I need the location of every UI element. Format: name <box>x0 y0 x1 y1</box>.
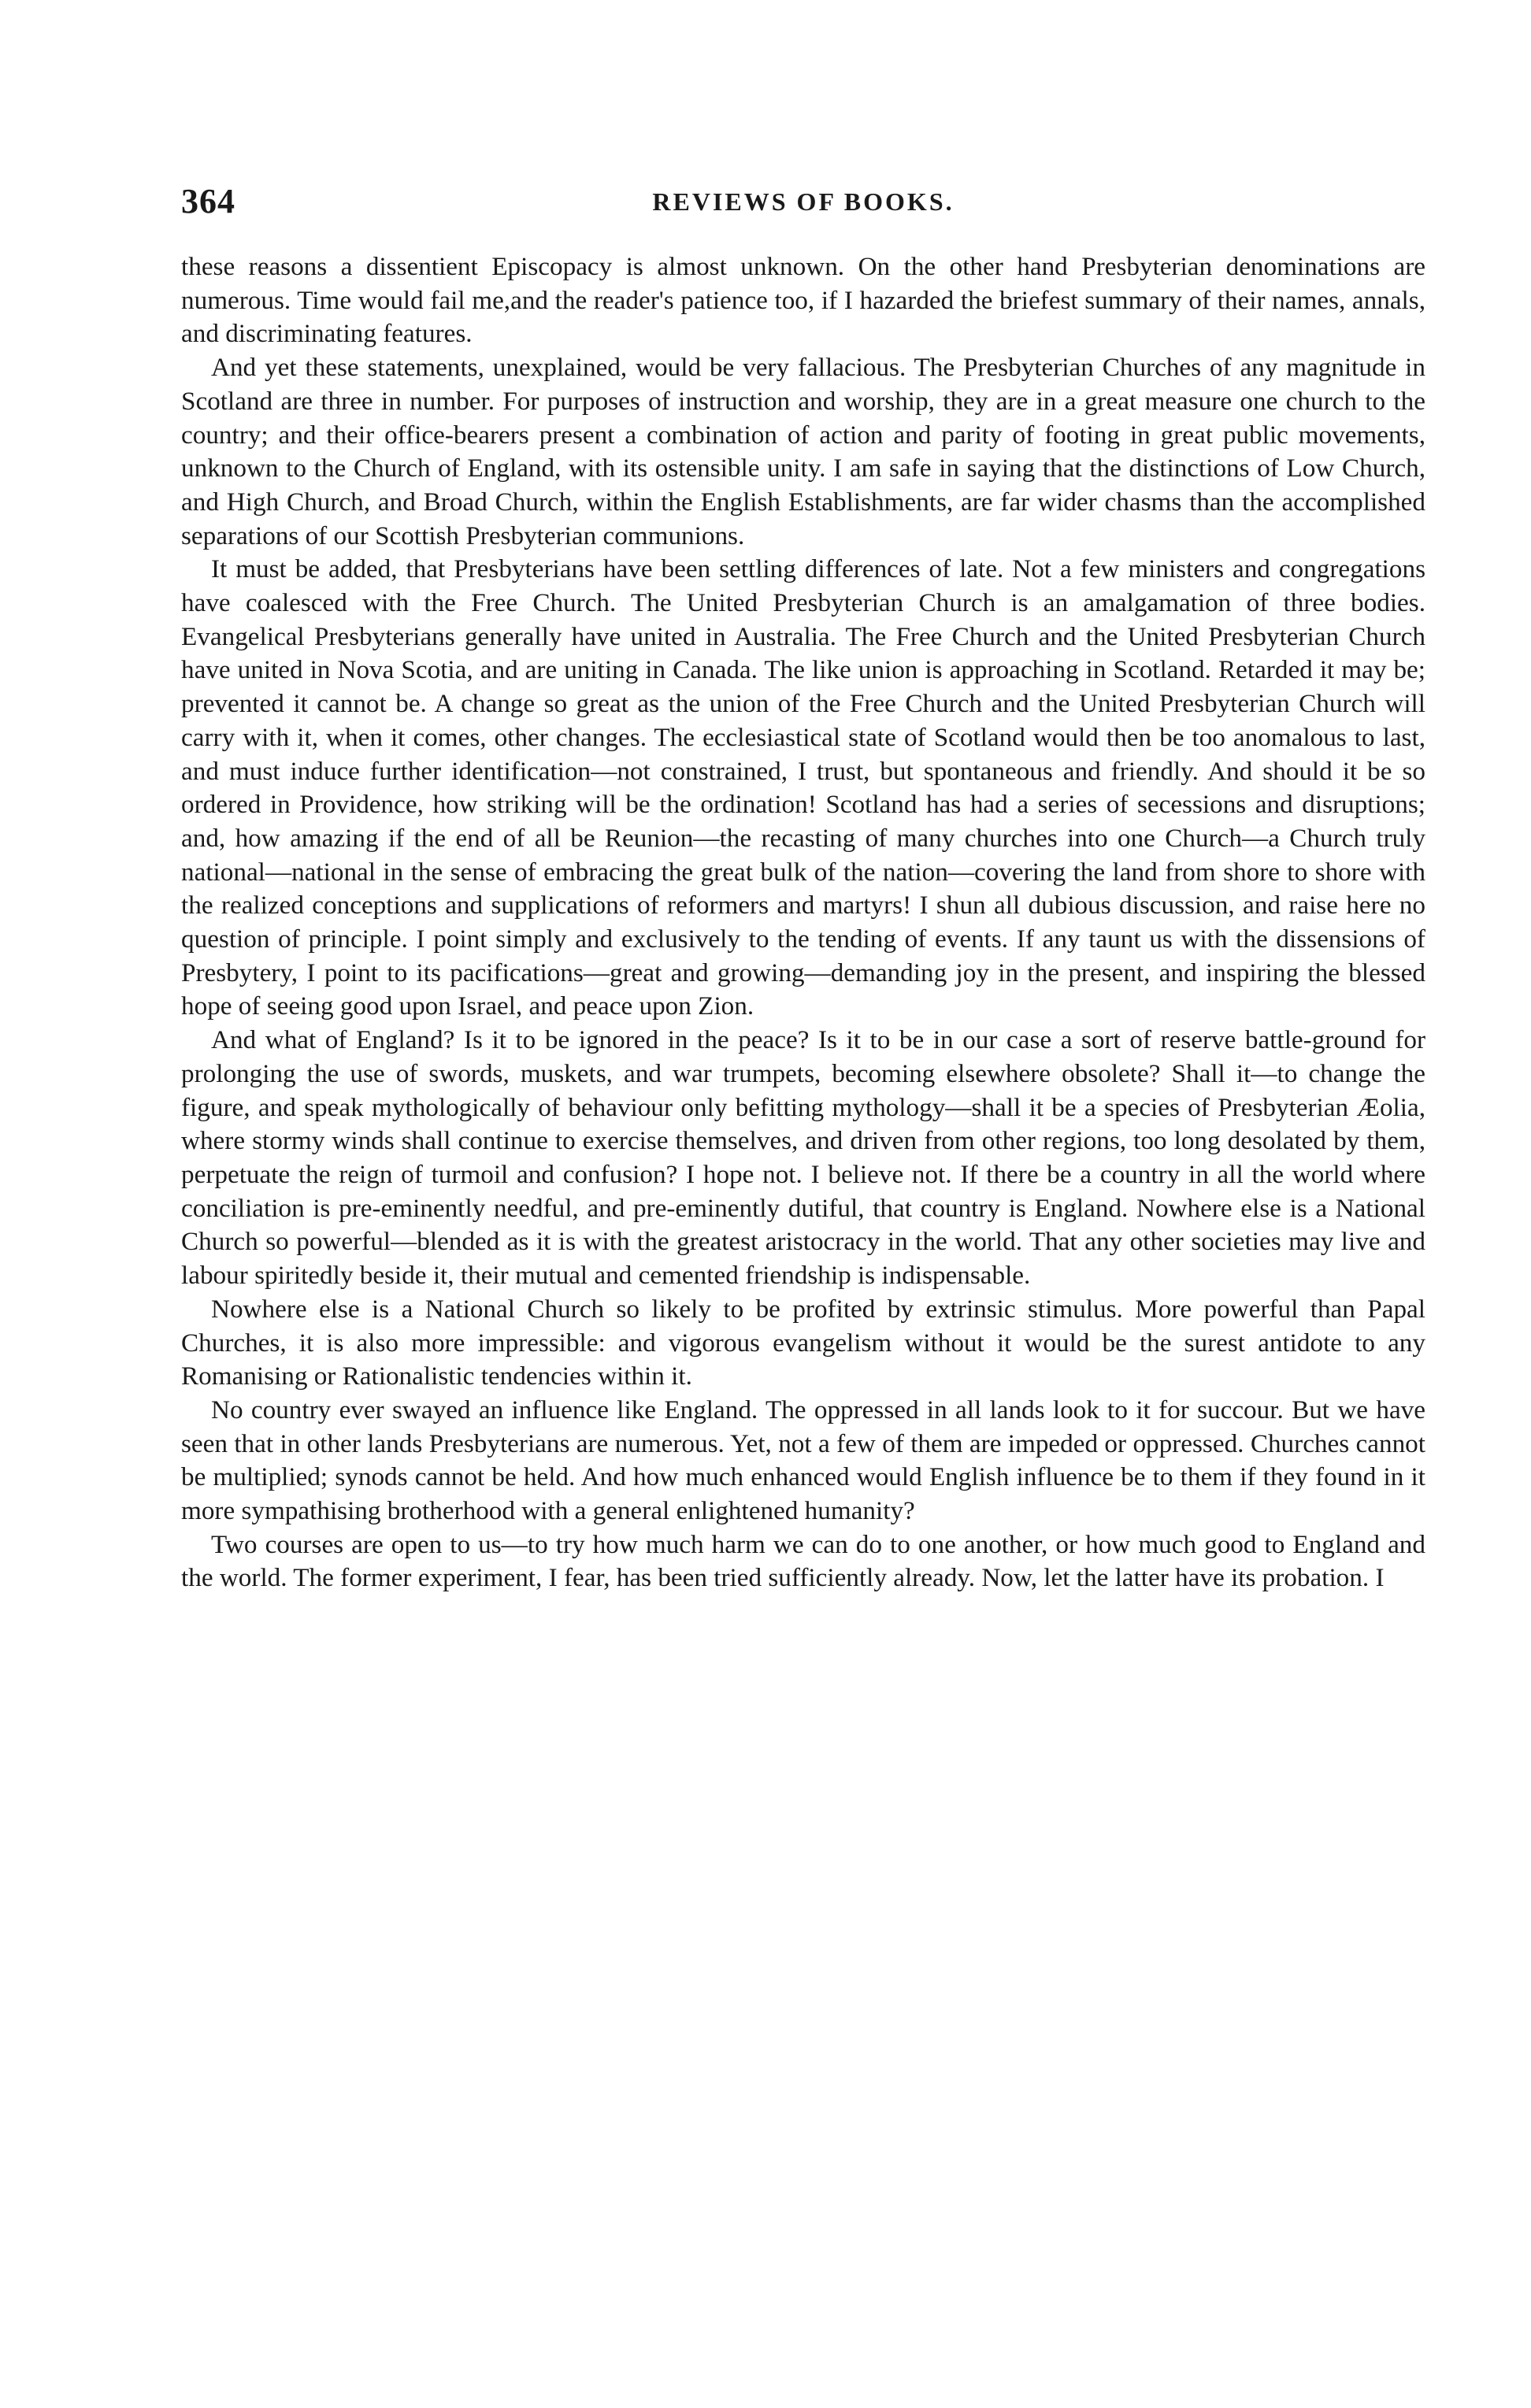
running-head: REVIEWS OF BOOKS. <box>652 187 955 216</box>
paragraph: Two courses are open to us—to try how much harm we can do to one another, or how much good to England and the world. The former experiment, I fear, has been tried sufficiently already. Now, let the latter have its probation. I <box>181 1529 1425 1593</box>
paragraph: No country ever swayed an influence like England. The oppressed in all lands look to it for succour. But we have seen that in other lands Presbyterians are numerous. Yet, not a few of them are impeded or oppressed. Churches cannot be multiplied; synods cannot be held. And how much enhanced would English influence be to them if they found in it more sympathising brotherhood with a general enlightened humanity? <box>181 1395 1425 1526</box>
page-number: 364 <box>181 182 235 220</box>
paragraph: And what of England? Is it to be ignored in the peace? Is it to be in our case a sort of reserve battle-ground for prolonging the use of swords, muskets, and war trumpets, becoming elsewhere obsolete? Shall it—to change the figure, and speak mythologically of behaviour only befitting mythology—shall it be a species of Presbyterian Æolia, where stormy winds shall continue to exercise themselves, and driven from other regions, too long desolated by them, perpetuate the reign of turmoil and confusion? I hope not. I believe not. If there be a country in all the world where conciliation is pre-eminently needful, and pre-eminently dutiful, that country is England. Nowhere else is a National Church so powerful—blended as it is with the greatest aristocracy in the world. That any other societies may live and labour spiritedly beside it, their mutual and cemented friendship is indispensable. <box>181 1025 1425 1291</box>
paragraph: It must be added, that Presbyterians have been settling differences of late. Not a few ministers and congregations have coalesced with the Free Church. The United Presbyterian Church is an amalgamation of three bodies. Evangelical Presbyterians generally have united in Australia. The Free Church and the United Presbyterian Church have united in Nova Scotia, and are uniting in Canada. The like union is approaching in Scotland. Retarded it may be; prevented it cannot be. A change so great as the union of the Free Church and the United Presbyterian Church will carry with it, when it comes, other changes. The ecclesiastical state of Scotland would then be too anomalous to last, and must induce further identification—not constrained, I trust, but spontaneous and friendly. And should it be so ordered in Providence, how striking will be the ordination! Scotland has had a series of secessions and disruptions; and, how amazing if the end of all be Reunion—the recasting of many churches into one Church—a Church truly national—national in the sense of embracing the great bulk of the nation—covering the land from shore to shore with the realized conceptions and supplications of reformers and martyrs! I shun all dubious discussion, and raise here no question of principle. I point simply and exclusively to the tending of events. If any taunt us with the dissensions of Presbytery, I point to its pacifications—great and growing—demanding joy in the present, and inspiring the blessed hope of seeing good upon Israel, and peace upon Zion. <box>181 554 1425 1021</box>
page-header <box>181 181 1425 228</box>
paragraph: these reasons a dissentient Episcopacy is almost unknown. On the other hand Presbyterian denominations are numerous. Time would fail me,and the reader's patience too, if I hazarded the briefest summary of their names, annals, and discriminating features. <box>181 252 1425 349</box>
body-text <box>181 250 1425 1595</box>
paragraph: Nowhere else is a National Church so likely to be profited by extrinsic stimulus. More powerful than Papal Churches, it is also more impressible: and vigorous evangelism without it would be the surest antidote to any Romanising or Rationalistic tendencies within it. <box>181 1294 1425 1391</box>
paragraph: And yet these statements, unexplained, would be very fallacious. The Presbyterian Churches of any magnitude in Scotland are three in number. For purposes of instruction and worship, they are in a great measure one church to the country; and their office-bearers present a combination of action and parity of footing in great public movements, unknown to the Church of England, with its ostensible unity. I am safe in saying that the distinctions of Low Church, and High Church, and Broad Church, within the English Establishments, are far wider chasms than the accomplished separations of our Scottish Presbyterian communions. <box>181 353 1425 550</box>
